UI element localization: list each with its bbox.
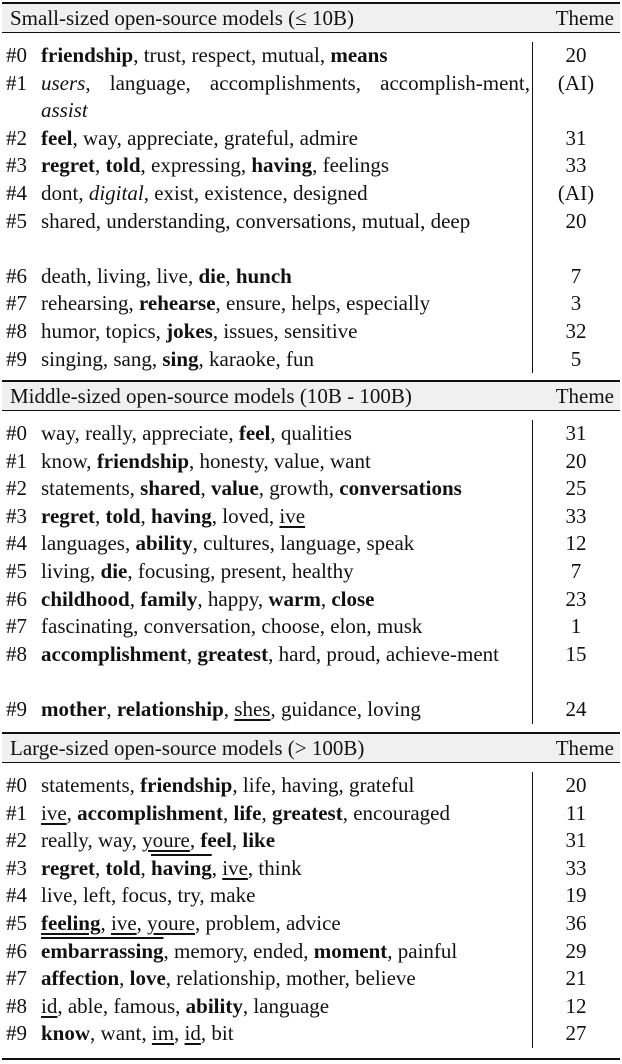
section-header [2,382,620,410]
word-text: , [95,503,106,528]
section-title: Small-sized open-source models (≤ 10B) [10,6,354,30]
topic-id: #7 [6,291,27,316]
topic-id: #9 [6,346,27,371]
underlined-word: ive [110,911,137,935]
word-text: , issues, sensitive [212,319,358,343]
word-text: fascinating, conversation, choose, elon, musk [41,614,423,639]
section-title: Middle-sized open-source models (10B - 100B) [10,384,412,408]
bold-word: hunch [235,263,292,288]
theme-number: 33 [565,153,587,178]
word-text: , expressing, [140,153,252,178]
word-text: really, way, [41,828,143,853]
word-text: , qualities [270,421,352,445]
topic-words [41,558,530,586]
word-text: , [66,800,78,825]
theme-number: 31 [565,828,587,853]
word-text: statements, [41,476,141,501]
topic-words [41,346,530,374]
word-text: way, really, appreciate, [41,421,239,445]
word-text: humor, topics, [41,319,167,343]
bold-word: regret [41,855,96,880]
word-text: dont, [41,181,89,205]
topic-words [41,827,530,855]
theme-number: 19 [565,883,587,908]
topic-words [41,290,530,318]
word-text: , guidance, loving [270,697,421,721]
bold-overlined-word: having [151,855,212,880]
bold-overlined-word: embarrassing [41,938,164,963]
topic-id: #3 [6,153,27,178]
theme-number: 5 [570,346,582,371]
topic-words [41,586,530,614]
topic-words [41,910,530,938]
bold-word: means [330,43,388,67]
topic-words [41,641,530,669]
bold-word: friendship [140,773,233,797]
theme-number: 1 [570,614,582,639]
word-text: , relationship, mother, believe [165,966,416,991]
word-text: , [136,911,148,935]
theme-number: 20 [565,43,587,67]
italic-word: users [41,70,86,95]
topic-words [41,125,530,153]
bold-word: warm [268,586,321,611]
topic-words [41,318,530,346]
bold-word: relationship [116,697,224,721]
word-text: , exist, existence, designed [143,181,368,205]
underlined-word: ive [41,800,67,825]
bold-word: affection [41,966,120,991]
word-text: , [174,1021,185,1046]
bold-word: mother [41,697,107,721]
word-text: , [186,641,198,666]
word-text: , [222,800,234,825]
word-text: , [261,800,272,825]
topic-words [41,938,530,966]
theme-number: 24 [565,697,587,721]
word-text: , able, famous, [57,993,186,1018]
word-text: languages, [41,531,136,556]
bold-underlined-word: feeling [41,911,101,935]
underlined-word: youre [147,911,195,935]
bold-word: regret [41,153,96,178]
topic-id: #9 [6,1021,27,1046]
word-text: , [119,966,130,991]
theme-number: 20 [565,208,587,233]
topic-words [41,613,530,641]
theme-number: 29 [565,938,587,963]
bold-word: love [129,966,166,991]
theme-number: (AI) [557,70,595,95]
word-text: , [231,828,243,853]
topic-id: #4 [6,531,27,556]
topic-id: #5 [6,911,27,935]
word-text: , loved, [211,503,280,528]
topic-words [41,855,530,883]
underlined-word: ive [279,503,306,528]
topic-id: #1 [6,70,27,95]
word-text: , happy, [197,586,269,611]
word-text: live, left, focus, try, make [41,883,256,908]
theme-number: 15 [565,641,587,666]
word-text: , problem, advice [194,911,341,935]
bold-word: having [151,503,212,528]
topic-words [41,448,530,476]
word-text: , [189,828,201,853]
theme-number: 32 [565,319,587,343]
theme-number: 27 [565,1021,587,1046]
topic-id: #8 [6,993,27,1018]
bold-word: feel [41,125,73,150]
topic-words [41,882,530,910]
word-text: , [200,476,211,501]
theme-number: 12 [565,993,587,1018]
word-text: , [223,697,235,721]
section-title: Large-sized open-source models (> 100B) [10,736,365,760]
bold-word: rehearse [138,291,216,316]
topic-words [41,696,530,724]
theme-number: 31 [565,125,587,150]
bold-word: feel [200,828,232,853]
word-text: , trust, respect, mutual, [133,43,331,67]
bold-word: moment [313,938,388,963]
word-text: , feelings [312,153,390,178]
word-text: , [129,586,141,611]
column-divider [532,42,533,373]
italic-word: assist [41,98,88,123]
topic-words [41,965,530,993]
word-text: , growth, [258,476,340,501]
topic-id: #6 [6,586,27,611]
word-text: , ensure, helps, especially [215,291,431,316]
topic-words [41,42,530,70]
word-text: , way, appreciate, grateful, admire [72,125,358,150]
word-text: , [95,153,106,178]
bold-word: told [105,503,141,528]
table-bottom-rule [2,1058,620,1060]
word-text: , bit [200,1021,234,1046]
topic-id: #1 [6,448,27,473]
bold-word: die [100,559,128,583]
word-text: , [140,503,152,528]
section-header [2,4,620,32]
bold-word: family [140,586,198,611]
topic-words [41,993,530,1021]
topic-id: #8 [6,319,27,343]
word-text: , focusing, present, healthy [127,559,354,583]
word-text: , hard, proud, achieve-ment [268,641,499,666]
topic-words [41,503,530,531]
topic-id: #2 [6,828,27,853]
topic-words [41,475,530,503]
word-text: , [95,855,106,880]
bold-word: ability [185,993,243,1018]
bold-word: friendship [41,43,134,67]
column-divider [532,772,533,1048]
theme-number: 21 [565,966,587,991]
topic-words [41,263,530,291]
bold-word: feel [238,421,271,445]
underlined-word: im [151,1021,175,1046]
topic-words [41,180,530,208]
underlined-word: shes [234,697,271,721]
theme-number: 25 [565,476,587,501]
bold-word: value [210,476,259,501]
bold-word: conversations [339,476,462,501]
topic-words [41,152,530,180]
topic-id: #9 [6,697,27,721]
word-text: , think [247,855,302,880]
theme-number: 20 [565,773,587,797]
word-text: , [100,911,111,935]
word-text: , [140,855,152,880]
topic-words [41,70,530,125]
word-text: , painful [387,938,458,963]
topic-id: #5 [6,559,27,583]
theme-column-header: Theme [555,736,614,760]
word-text: , language [242,993,330,1018]
bold-word: regret [41,503,96,528]
underlined-word: id [41,993,58,1018]
topic-id: #0 [6,43,27,67]
word-text: singing, sang, [41,346,163,371]
section-header-rule [2,32,620,33]
theme-number: 20 [565,448,587,473]
bold-word: greatest [197,641,269,666]
bold-word: accomplishment [41,641,187,666]
theme-number: 7 [570,559,582,583]
theme-number: 36 [565,911,587,935]
word-text: rehearsing, [41,291,139,316]
word-text: , [106,697,117,721]
word-text: living, [41,559,101,583]
topic-id: #6 [6,263,27,288]
topic-id: #5 [6,208,27,233]
bold-word: shared [140,476,201,501]
topic-id: #4 [6,181,27,205]
bold-word: close [331,586,375,611]
theme-number: 23 [565,586,587,611]
word-text: , [211,855,223,880]
topic-id: #8 [6,641,27,666]
topic-id: #2 [6,476,27,501]
theme-number: (AI) [557,181,595,205]
word-text: , honesty, value, want [189,448,371,473]
section-header-rule [2,410,620,411]
bold-word: having [251,153,313,178]
topic-id: #7 [6,614,27,639]
topic-words [41,420,530,448]
bold-word: like [242,828,276,853]
bold-word: greatest [271,800,343,825]
topic-words [41,208,530,236]
topic-id: #4 [6,883,27,908]
topic-words [41,530,530,558]
bold-word: accomplishment [77,800,223,825]
topic-id: #0 [6,773,27,797]
theme-number: 33 [565,855,587,880]
theme-number: 11 [565,800,587,825]
theme-number: 12 [565,531,587,556]
bold-word: know [41,1021,91,1046]
word-text: , life, having, grateful [232,773,415,797]
bold-word: told [105,153,141,178]
bold-word: ability [135,531,193,556]
topic-words [41,1020,530,1048]
theme-number: 7 [570,263,582,288]
topic-id: #3 [6,855,27,880]
theme-number: 3 [570,291,582,316]
bold-word: told [105,855,141,880]
theme-column-header: Theme [555,384,614,408]
word-text: , cultures, language, speak [192,531,415,556]
word-text: death, living, live, [41,263,199,288]
word-text: statements, [41,773,141,797]
underlined-word: id [184,1021,201,1046]
word-text: shared, understanding, conversations, mutual, deep [41,208,471,233]
topic-id: #7 [6,966,27,991]
bold-word: life [233,800,262,825]
word-text: , memory, ended, [163,938,314,963]
word-text: , karaoke, fun [198,346,314,371]
topic-id: #1 [6,800,27,825]
topic-words [41,772,530,800]
topic-id: #3 [6,503,27,528]
theme-number: 31 [565,421,587,445]
column-divider [532,420,533,724]
word-text: know, [41,448,97,473]
section-header [2,734,620,762]
topic-id: #0 [6,421,27,445]
topic-id: #2 [6,125,27,150]
underlined-word: youre [142,828,190,853]
topic-words [41,800,530,828]
bold-word: friendship [96,448,190,473]
theme-column-header: Theme [555,6,614,30]
word-text: , [225,263,236,288]
word-text: , want, [90,1021,152,1046]
italic-word: digital [88,181,144,205]
topic-id: #6 [6,938,27,963]
word-text: , language, accomplishments, accomplish-ment, [85,70,530,95]
word-text: , encouraged [342,800,450,825]
underlined-word: ive [222,855,248,880]
bold-word: die [198,263,226,288]
section-header-rule [2,762,620,763]
bold-word: sing [162,346,199,371]
bold-word: jokes [166,319,213,343]
bold-word: childhood [41,586,130,611]
word-text: , [320,586,332,611]
theme-number: 33 [565,503,587,528]
